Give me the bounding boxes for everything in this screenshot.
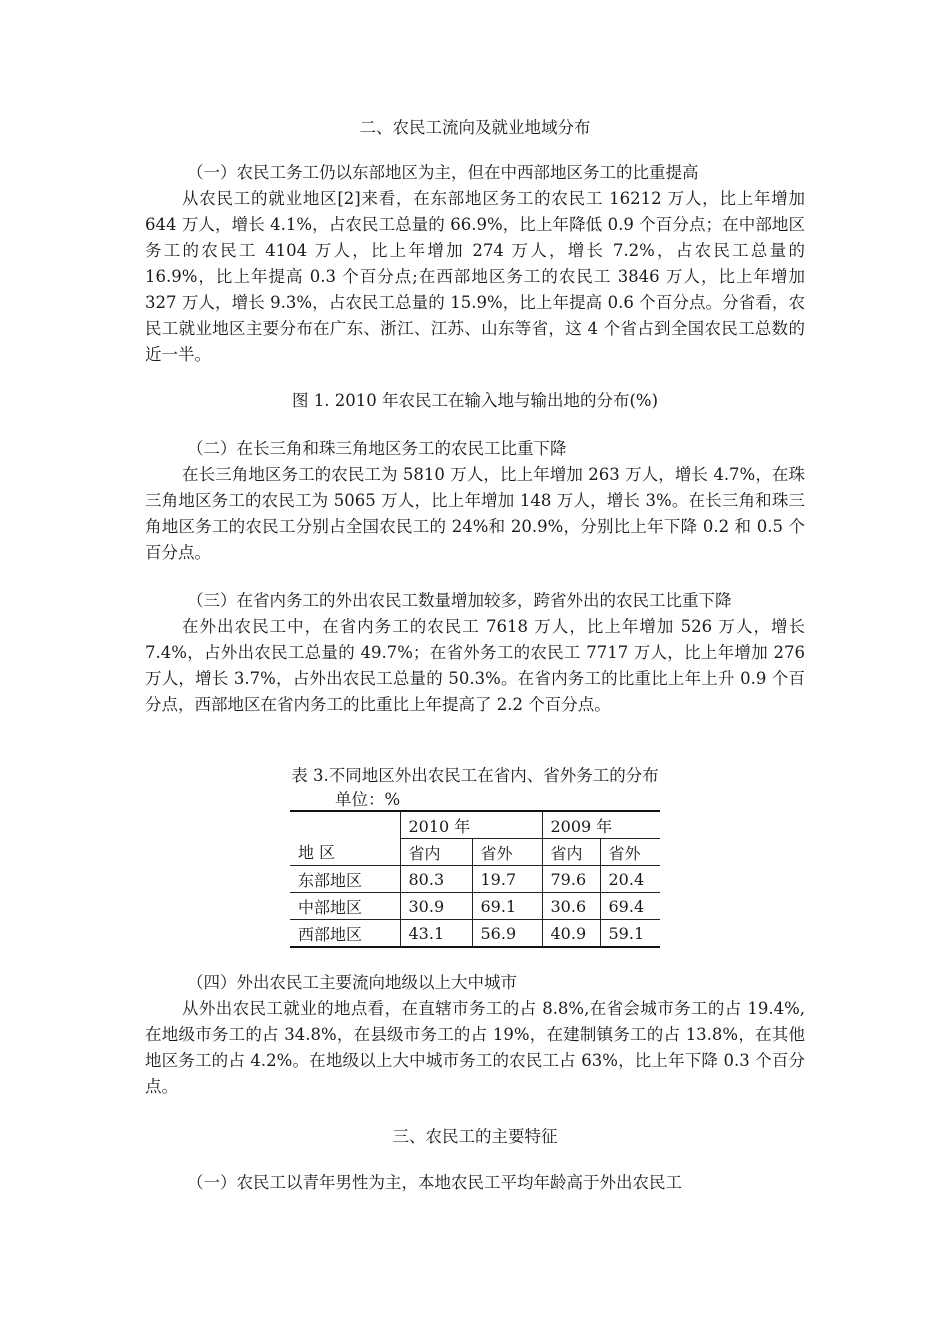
table3-header-region: 地 区 (290, 839, 400, 866)
table3-cell-in2009: 30.6 (542, 893, 600, 920)
table3-cell-in2010: 30.9 (400, 893, 472, 920)
table3-cell-region: 东部地区 (290, 866, 400, 893)
section2-sub4-heading: （四）外出农民工主要流向地级以上大中城市 (187, 973, 517, 992)
table-row (290, 920, 660, 948)
table3-caption: 表 3.不同地区外出农民工在省内、省外务工的分布 (291, 766, 659, 785)
table3-header-region-top (290, 811, 400, 839)
section2-sub3-heading: （三）在省内务工的外出农民工数量增加较多，跨省外出的农民工比重下降 (187, 591, 732, 610)
section2-sub3-paragraph: 在外出农民工中，在省内务工的农民工 7618 万人，比上年增加 526 万人，增长 7.4%，占外出农民工总量的 49.7%；在省外务工的农民工 7717 万人，比上年增加 276 万人，增长 3.7%，占外出农民工总量的 50.3%。在省内务工的比重比上年上升 0.9 个百分点，西部地区在省内务工的比重比上年提高了 2.2 个百分点。 (145, 617, 805, 714)
table3-header-2010: 2010 年 (400, 811, 542, 839)
table3-cell-out2009: 20.4 (600, 866, 660, 893)
table-row (290, 893, 660, 920)
figure1-caption: 图 1. 2010 年农民工在输入地与输出地的分布(%) (291, 391, 659, 410)
table3-cell-out2010: 56.9 (472, 920, 542, 948)
section2-sub2-paragraph: 在长三角地区务工的农民工为 5810 万人，比上年增加 263 万人，增长 4.7%，在珠三角地区务工的农民工为 5065 万人，比上年增加 148 万人，增长 3%。在长三角和珠三角地区务工的农民工分别占全国农民工的 24%和 20.9%，分别比上年下降 0.2 和 0.5 个百分点。 (145, 465, 805, 562)
table3 (290, 810, 660, 948)
section2-title: 二、农民工流向及就业地域分布 (359, 118, 591, 137)
table3-header-row-sub (290, 839, 660, 866)
table3-header-2010-in: 省内 (400, 839, 472, 866)
table3-cell-out2009: 69.4 (600, 893, 660, 920)
table3-cell-out2010: 19.7 (472, 866, 542, 893)
table3-cell-out2010: 69.1 (472, 893, 542, 920)
table3-header-2010-out: 省外 (472, 839, 542, 866)
table-row (290, 866, 660, 893)
table3-cell-in2010: 43.1 (400, 920, 472, 948)
section2-sub2-heading: （二）在长三角和珠三角地区务工的农民工比重下降 (187, 439, 567, 458)
table3-header-2009-in: 省内 (542, 839, 600, 866)
section2-sub1-heading: （一）农民工务工仍以东部地区为主，但在中西部地区务工的比重提高 (187, 163, 699, 182)
table3-unit: 单位：% (335, 790, 401, 809)
table3-header-2009: 2009 年 (542, 811, 660, 839)
table3-cell-in2009: 40.9 (542, 920, 600, 948)
table3-header-2009-out: 省外 (600, 839, 660, 866)
table3-cell-in2009: 79.6 (542, 866, 600, 893)
section3-title: 三、农民工的主要特征 (392, 1127, 558, 1146)
table3-cell-region: 西部地区 (290, 920, 400, 948)
table3-cell-in2010: 80.3 (400, 866, 472, 893)
table3-cell-region: 中部地区 (290, 893, 400, 920)
section2-sub4-paragraph: 从外出农民工就业的地点看，在直辖市务工的占 8.8%,在省会城市务工的占 19.4%,在地级市务工的占 34.8%，在县级市务工的占 19%，在建制镇务工的占 13.8%，在其他地区务工的占 4.2%。在地级以上大中城市务工的农民工占 63%，比上年下降 0.3 个百分点。 (145, 999, 806, 1096)
section3-sub1-heading: （一）农民工以青年男性为主，本地农民工平均年龄高于外出农民工 (187, 1173, 682, 1192)
section2-sub1-paragraph: 从农民工的就业地区[2]来看，在东部地区务工的农民工 16212 万人，比上年增加 644 万人，增长 4.1%，占农民工总量的 66.9%，比上年降低 0.9 个百分点；在中部地区务工的农民工 4104 万人，比上年增加 274 万人，增长 7.2%，占农民工总量的 16.9%，比上年提高 0.3 个百分点;在西部地区务工的农民工 3846 万人，比上年增加 327 万人，增长 9.3%，占农民工总量的 15.9%，比上年提高 0.6 个百分点。分省看，农民工就业地区主要分布在广东、浙江、江苏、山东等省，这 4 个省占到全国农民工总数的近一半。 (145, 189, 805, 364)
table3-cell-out2009: 59.1 (600, 920, 660, 948)
table3-header-row-years (290, 811, 660, 839)
